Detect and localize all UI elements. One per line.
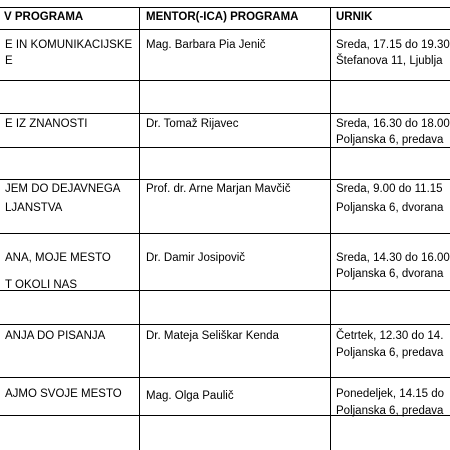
- mentor-name: Dr. Tomaž Rijavec: [146, 118, 239, 130]
- schedule-location: Poljanska 6, dvorana: [336, 202, 444, 214]
- schedule-location: Poljanska 6, predava: [336, 347, 444, 359]
- program-name: ANA, MOJE MESTO: [5, 252, 111, 264]
- header-mentor: MENTOR(-ICA) PROGRAMA: [146, 11, 299, 23]
- schedule-time: Sreda, 16.30 do 18.00: [336, 118, 450, 130]
- schedule-location: Poljanska 6, dvorana: [336, 268, 444, 280]
- schedule-location: Poljanska 6, predava: [336, 405, 444, 417]
- row-divider: [0, 113, 450, 114]
- schedule-time: Sreda, 17.15 do 19.30: [336, 39, 450, 51]
- schedule-time: Sreda, 14.30 do 16.00: [336, 252, 450, 264]
- schedule-location: Poljanska 6, predava: [336, 134, 444, 146]
- mentor-name: Mag. Barbara Pia Jenič: [146, 39, 266, 51]
- mentor-name: Dr. Mateja Seliškar Kenda: [146, 330, 279, 342]
- header-divider: [0, 29, 450, 30]
- schedule-time: Četrtek, 12.30 do 14.: [336, 330, 444, 342]
- schedule-time: Ponedeljek, 14.15 do: [336, 388, 445, 400]
- row-divider: [0, 377, 450, 378]
- program-name: JEM DO DEJAVNEGA: [5, 183, 121, 195]
- program-name: LJANSTVA: [5, 202, 63, 214]
- header-schedule: URNIK: [336, 11, 373, 23]
- row-divider: [0, 324, 450, 325]
- program-name: E IZ ZNANOSTI: [5, 118, 88, 130]
- mentor-name: Dr. Damir Josipovič: [146, 252, 246, 264]
- header-program: V PROGRAMA: [4, 11, 84, 23]
- program-name: T OKOLI NAS: [5, 279, 78, 291]
- program-name: E IN KOMUNIKACIJSKE: [5, 39, 133, 51]
- mentor-name: Mag. Olga Paulič: [146, 390, 234, 402]
- table-border-top: [0, 7, 450, 8]
- program-name: AJMO SVOJE MESTO: [5, 388, 122, 400]
- row-divider: [0, 233, 450, 234]
- program-name: E: [5, 55, 13, 67]
- row-divider: [0, 179, 450, 180]
- row-divider: [0, 80, 450, 81]
- column-divider: [330, 7, 331, 450]
- mentor-name: Prof. dr. Arne Marjan Mavčič: [146, 183, 291, 195]
- schedule-location: Štefanova 11, Ljublja: [336, 55, 443, 67]
- schedule-time: Sreda, 9.00 do 11.15: [336, 183, 443, 195]
- program-name: ANJA DO PISANJA: [5, 330, 106, 342]
- column-divider: [139, 7, 140, 450]
